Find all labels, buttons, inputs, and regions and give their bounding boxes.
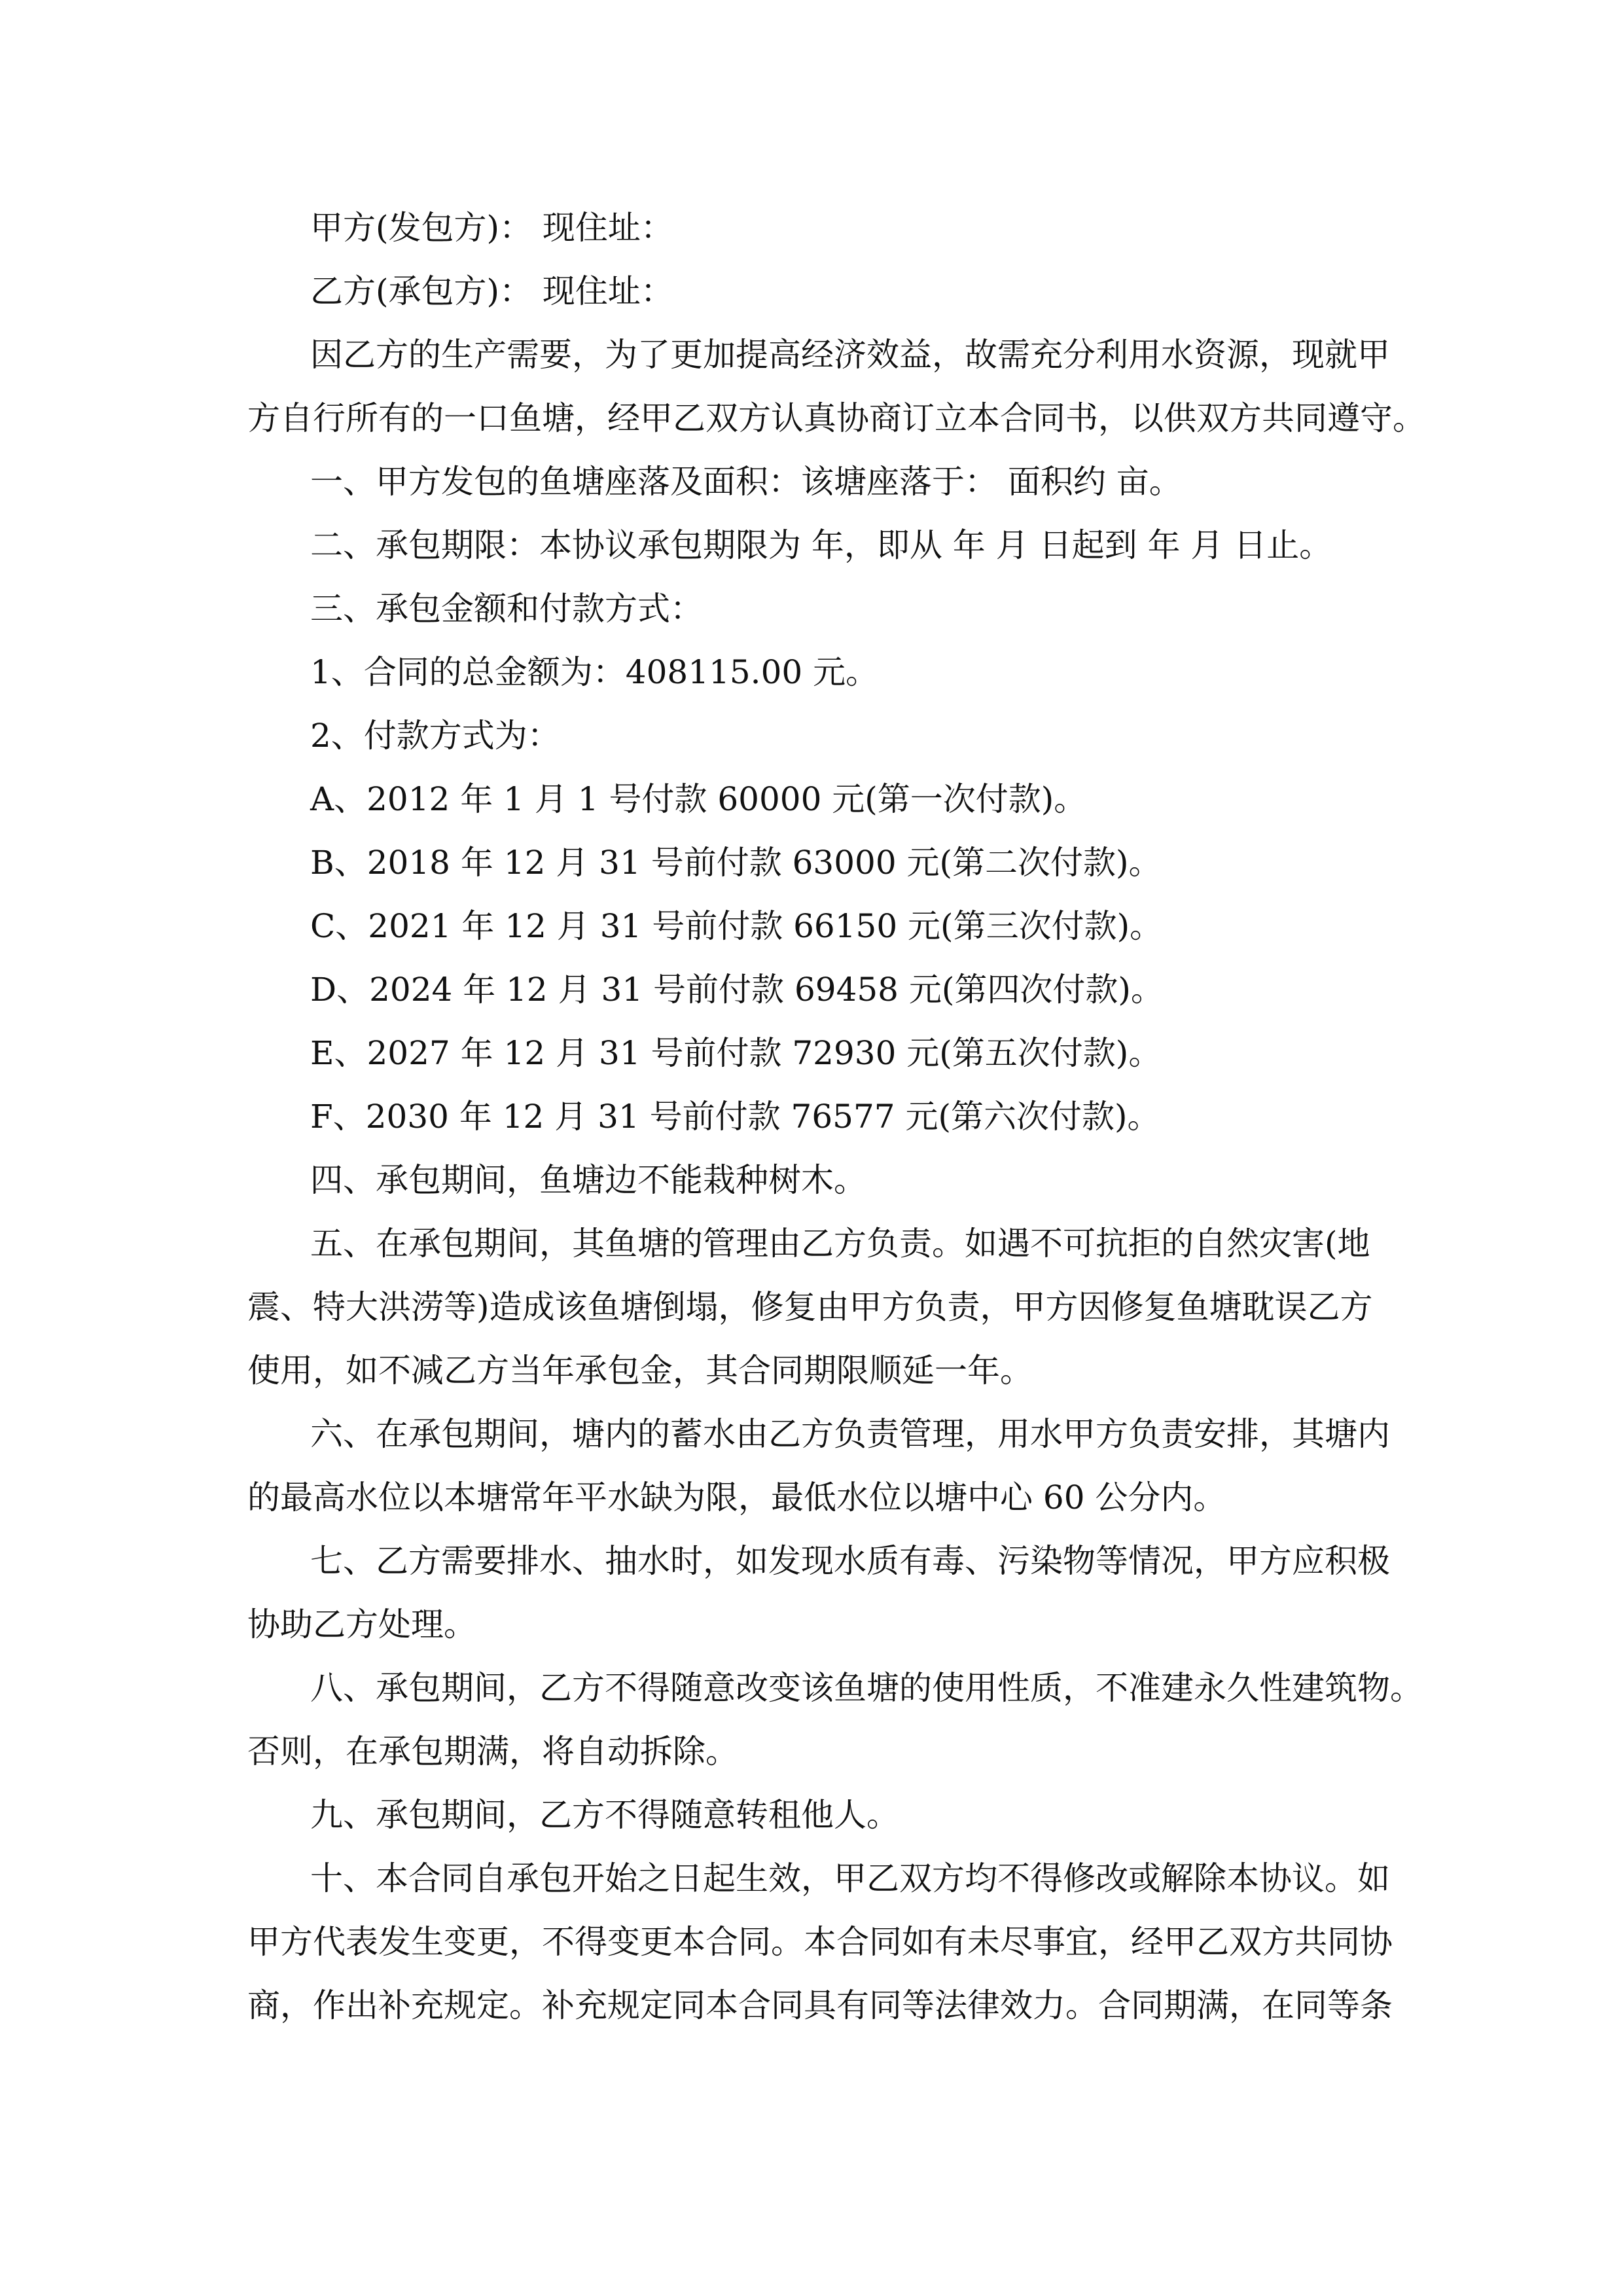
payment-method-heading: 2、付款方式为：	[310, 717, 560, 755]
total-amount: 1、合同的总金额为：408115.00 元。	[310, 653, 879, 691]
payment-item-b: B、2018 年 12 月 31 号前付款 63000 元(第二次付款)。	[310, 844, 1162, 882]
clause-5-line-3: 使用，如不减乙方当年承包金，其合同期限顺延一年。	[247, 1352, 1033, 1390]
clause-7-line-2: 协助乙方处理。	[247, 1605, 476, 1643]
clause-5-line-1: 五、在承包期间，其鱼塘的管理由乙方负责。如遇不可抗拒的自然灾害(地	[310, 1225, 1370, 1263]
clause-1: 一、甲方发包的鱼塘座落及面积：该塘座落于： 面积约 亩。	[310, 463, 1182, 501]
clause-2: 二、承包期限：本协议承包期限为 年，即从 年 月 日起到 年 月 日止。	[310, 526, 1332, 564]
clause-4: 四、承包期间，鱼塘边不能栽种树木。	[310, 1161, 866, 1199]
payment-item-d: D、2024 年 12 月 31 号前付款 69458 元(第四次付款)。	[310, 971, 1164, 1009]
payment-item-c: C、2021 年 12 月 31 号前付款 66150 元(第三次付款)。	[310, 907, 1163, 945]
clause-9: 九、承包期间，乙方不得随意转租他人。	[310, 1796, 899, 1834]
clause-5-line-2: 震、特大洪涝等)造成该鱼塘倒塌，修复由甲方负责，甲方因修复鱼塘耽误乙方	[247, 1288, 1373, 1326]
clause-8-line-2: 否则，在承包期满，将自动拆除。	[247, 1732, 738, 1770]
clause-10-line-3: 商，作出补充规定。补充规定同本合同具有同等法律效力。合同期满，在同等条	[247, 1986, 1393, 2024]
payment-item-f: F、2030 年 12 月 31 号前付款 76577 元(第六次付款)。	[310, 1098, 1160, 1136]
payment-item-e: E、2027 年 12 月 31 号前付款 72930 元(第五次付款)。	[310, 1034, 1162, 1072]
preamble-line-2: 方自行所有的一口鱼塘，经甲乙双方认真协商订立本合同书，以供双方共同遵守。	[247, 399, 1425, 437]
clause-10-line-1: 十、本合同自承包开始之日起生效，甲乙双方均不得修改或解除本协议。如	[310, 1859, 1390, 1897]
clause-6-line-1: 六、在承包期间，塘内的蓄水由乙方负责管理，用水甲方负责安排，其塘内	[310, 1415, 1390, 1453]
clause-6-line-2: 的最高水位以本塘常年平水缺为限，最低水位以塘中心 60 公分内。	[247, 1479, 1226, 1516]
clause-10-line-2: 甲方代表发生变更，不得变更本合同。本合同如有未尽事宜，经甲乙双方共同协	[247, 1923, 1393, 1961]
party-b-line: 乙方(承包方)： 现住址：	[310, 272, 673, 310]
preamble-line-1: 因乙方的生产需要，为了更加提高经济效益，故需充分利用水资源，现就甲	[310, 336, 1390, 374]
clause-3-heading: 三、承包金额和付款方式：	[310, 590, 703, 628]
payment-item-a: A、2012 年 1 月 1 号付款 60000 元(第一次付款)。	[310, 780, 1087, 818]
party-a-line: 甲方(发包方)： 现住址：	[310, 209, 673, 247]
clause-7-line-1: 七、乙方需要排水、抽水时，如发现水质有毒、污染物等情况，甲方应积极	[310, 1542, 1390, 1580]
clause-8-line-1: 八、承包期间，乙方不得随意改变该鱼塘的使用性质，不准建永久性建筑物。	[310, 1669, 1423, 1707]
